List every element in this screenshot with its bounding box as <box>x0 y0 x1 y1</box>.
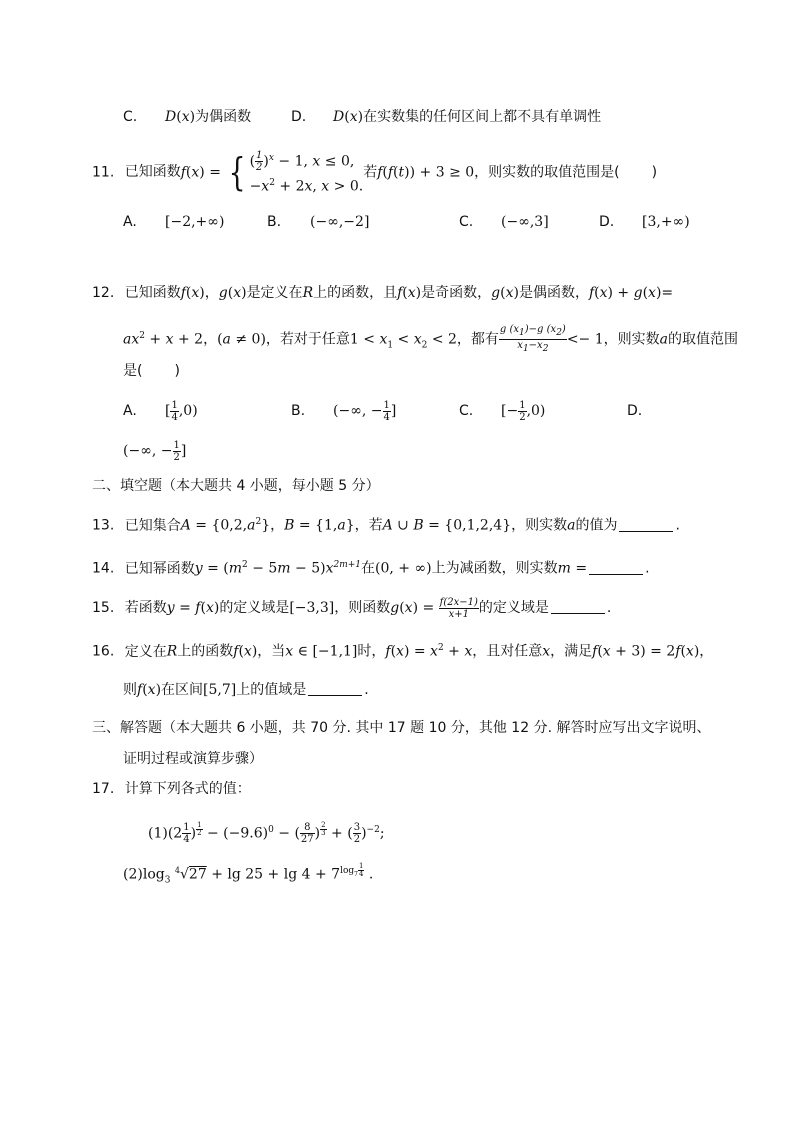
q11-option-c-label: C. <box>459 214 474 230</box>
q12-option-d: (−∞, − $\frac{1}{2}$ ] <box>123 439 187 463</box>
q16-line-1: 16. 定义在R上的函数f(x)，当x ∈ [−1,1]时，$f(x) = x^2 + x$，且对任意x，满足f(x + 3) = 2f(x)， <box>92 643 714 660</box>
q11-option-d-label: D. <box>599 214 615 230</box>
q12-option-d-label: D. <box>627 403 643 419</box>
q15: 15. 若函数y = f(x)的定义域是[−3,3]，则函数g(x) = $\frac{f(2x-1)}{x+1}$ 的定义域是 . <box>92 596 612 620</box>
q12-option-a: [ $\frac{1}{4}$ ,0) <box>165 399 198 423</box>
section-3-title-line-2: 证明过程或演算步骤） <box>123 751 263 767</box>
q12-line-3: 是( ) <box>123 363 180 379</box>
q10-option-c-label: C. <box>123 109 138 125</box>
q14: 14. 已知幂函数$y = (m^2 - 5m - 5)x^{2m+1}$在(0, + ∞)上为减函数，则实数m = . <box>92 560 650 577</box>
q12-line-2: $ax^2 + x + 2$，(a ≠ 0)，若对于任意$1 < x_1 < x_2 < 2$，都有 $\frac{g (x_1)-g (x_2)}{x_1-x_2}$ <− 1，则实数a的取值范围 <box>123 324 739 355</box>
q11-option-a-label: A. <box>123 214 137 230</box>
q11-option-c: (−∞,3] <box>501 214 549 230</box>
q16-answer-blank[interactable] <box>308 681 362 696</box>
q11-option-a: [−2,+∞) <box>165 214 225 230</box>
q11-stem: 11. 已知函数f(x) = { ( $\frac{1}{2}$ )$^x$ − 1, x ≤ 0, $-x^2 + 2x$, x > 0. 若f(f(t)) + 3 ≥ 0，则实数的取值范围是( ) <box>92 150 658 195</box>
q14-answer-blank[interactable] <box>589 560 643 575</box>
q16-line-2: 则f(x)在区间[5,7]上的值域是 . <box>123 682 369 698</box>
q15-answer-blank[interactable] <box>551 599 605 614</box>
q13-answer-blank[interactable] <box>619 517 673 532</box>
q11-option-b: (−∞,−2] <box>310 214 370 230</box>
q17-part-2: $(2)\log_3$ $^4√27 + \lg 25 + \lg 4 + 7^{log_7 \frac{1}{4}}$ . <box>123 862 374 886</box>
q12-line-1: 12. 已知函数f(x)，g(x)是定义在R上的函数，且f(x)是奇函数，g(x)是偶函数，f(x) + g(x)= <box>92 285 674 301</box>
q13: 13. 已知集合$A = \{0,2,a^2\}$，B = {1,a}，若A ∪ B = {0,1,2,4}，则实数a的值为 . <box>92 517 680 534</box>
q10-option-d: D(x)在实数集的任何区间上都不具有单调性 <box>333 109 602 125</box>
q11-option-b-label: B. <box>267 214 282 230</box>
q12-option-c: [− $\frac{1}{2}$ ,0) <box>501 399 546 423</box>
q11-option-d: [3,+∞) <box>642 214 690 230</box>
q12-option-b: (−∞, − $\frac{1}{4}$ ] <box>333 399 397 423</box>
q12-option-c-label: C. <box>459 403 474 419</box>
section-2-title: 二、填空题（本大题共 4 小题，每小题 5 分） <box>92 478 380 494</box>
q10-option-d-label: D. <box>291 109 307 125</box>
q12-option-a-label: A. <box>123 403 137 419</box>
q17-part-1: (1)(2 $\frac{1}{4}$ ) $^{\frac{1}{2}}$ − $(-9.6)^0$ − ( $\frac{8}{27}$ ) $^{\frac{2}{3}}$ + ( $\frac{3}{2}$ )$^{-2}$; <box>148 821 385 846</box>
q12-option-b-label: B. <box>291 403 306 419</box>
q10-option-c: D(x)为偶函数 <box>165 109 252 125</box>
q17-stem: 17. 计算下列各式的值： <box>92 781 251 797</box>
section-3-title-line-1: 三、解答题（本大题共 6 小题，共 70 分. 其中 17 题 10 分，其他 12 分. 解答时应写出文字说明、 <box>92 720 711 736</box>
